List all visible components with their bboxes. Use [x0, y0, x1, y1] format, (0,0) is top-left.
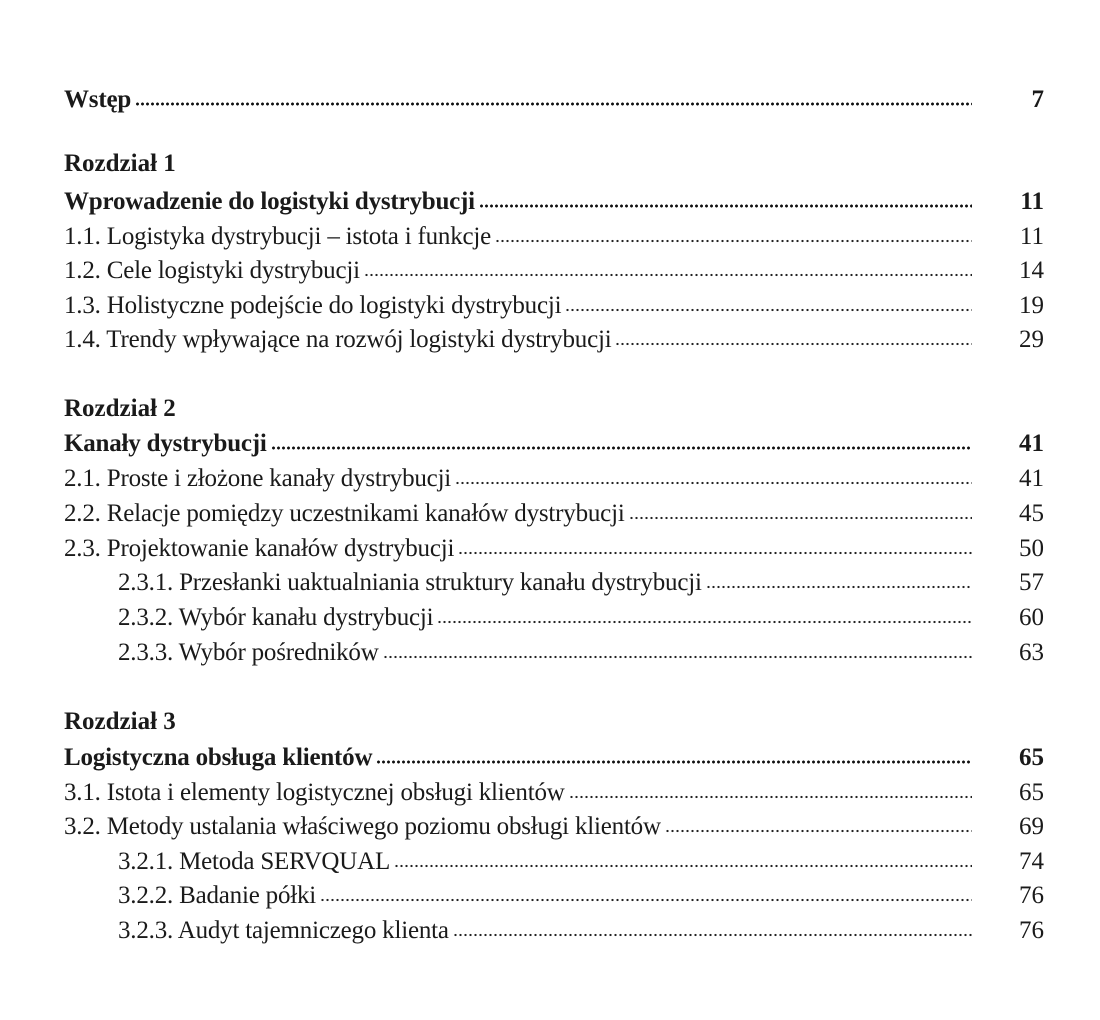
- toc-entry-page: 45: [1019, 500, 1044, 527]
- toc-entry-page: 63: [1019, 639, 1044, 666]
- dot-leader: [383, 655, 972, 659]
- toc-entry-title: 1.3. Holistyczne podejście do logistyki dystrybucji: [64, 292, 562, 319]
- toc-entry-section[interactable]: [64, 249, 1044, 283]
- toc-entry-title: 1.4. Trendy wpływające na rozwój logistyki dystrybucji: [64, 326, 612, 353]
- toc-entry-page: 69: [1019, 813, 1044, 840]
- toc-entry-title: 3.2.3. Audyt tajemniczego klienta: [118, 917, 449, 944]
- toc-entry-title: Wstęp: [64, 86, 132, 113]
- toc-entry-title: Wprowadzenie do logistyki dystrybucji: [64, 188, 475, 215]
- toc-entry-title: Logistyczna obsługa klientów: [64, 744, 373, 771]
- toc-entry-intro[interactable]: [64, 78, 1044, 112]
- toc-entry-title: Kanały dystrybucji: [64, 430, 267, 457]
- toc-entry-chapter[interactable]: [64, 180, 1044, 214]
- toc-entry-section[interactable]: [64, 215, 1044, 249]
- toc-entry-page: 11: [1020, 188, 1044, 215]
- toc-entry-section[interactable]: [64, 457, 1044, 491]
- toc-entry-page: 74: [1019, 848, 1044, 875]
- chapter-heading: Rozdział 1: [64, 150, 176, 177]
- dot-leader: [394, 864, 972, 868]
- dot-leader: [665, 829, 972, 833]
- toc-entry-title: 3.1. Istota i elementy logistycznej obsługi klientów: [64, 779, 565, 806]
- dot-leader: [453, 933, 972, 937]
- toc-entry-chapter[interactable]: [64, 422, 1044, 456]
- dot-leader: [376, 760, 972, 764]
- toc-entry-section[interactable]: [64, 805, 1044, 839]
- toc-entry-page: 11: [1019, 223, 1044, 250]
- toc-entry-page: 29: [1019, 326, 1044, 353]
- toc-entry-title: 3.2. Metody ustalania właściwego poziomu obsługi klientów: [64, 813, 661, 840]
- toc-entry-title: 2.1. Proste i złożone kanały dystrybucji: [64, 465, 452, 492]
- toc-entry-page: 65: [1019, 779, 1044, 806]
- dot-leader: [569, 795, 972, 799]
- toc-entry-section[interactable]: [64, 771, 1044, 805]
- toc-entry-title: 3.2.1. Metoda SERVQUAL: [118, 848, 391, 875]
- dot-leader: [320, 898, 972, 902]
- dot-leader: [479, 204, 972, 208]
- toc-entry-subsection[interactable]: [118, 631, 1044, 665]
- toc-entry-subsection[interactable]: [118, 596, 1044, 630]
- toc-entry-page: 41: [1019, 465, 1044, 492]
- toc-entry-section[interactable]: [64, 492, 1044, 526]
- dot-leader: [437, 620, 972, 624]
- toc-entry-subsection[interactable]: [118, 874, 1044, 908]
- toc-entry-page: 60: [1019, 604, 1044, 631]
- toc-entry-page: 76: [1019, 917, 1044, 944]
- dot-leader: [271, 446, 972, 450]
- toc-entry-subsection[interactable]: [118, 909, 1044, 943]
- toc-entry-title: 1.1. Logistyka dystrybucji – istota i funkcje: [64, 223, 492, 250]
- toc-entry-page: 57: [1019, 569, 1044, 596]
- toc-entry-section[interactable]: [64, 284, 1044, 318]
- toc-entry-subsection[interactable]: [118, 561, 1044, 595]
- dot-leader: [495, 239, 972, 243]
- toc-entry-page: 7: [1031, 86, 1044, 113]
- dot-leader: [455, 481, 972, 485]
- chapter-heading: Rozdział 3: [64, 708, 176, 735]
- toc-entry-title: 2.3.1. Przesłanki uaktualniania struktury kanału dystrybucji: [118, 569, 702, 596]
- toc-entry-page: 65: [1019, 744, 1044, 771]
- toc-entry-page: 19: [1019, 292, 1044, 319]
- toc-entry-subsection[interactable]: [118, 840, 1044, 874]
- toc-entry-title: 2.2. Relacje pomiędzy uczestnikami kanałów dystrybucji: [64, 500, 625, 527]
- dot-leader: [706, 585, 972, 589]
- dot-leader: [615, 342, 972, 346]
- dot-leader: [364, 273, 972, 277]
- toc-entry-section[interactable]: [64, 527, 1044, 561]
- toc-entry-page: 41: [1019, 430, 1044, 457]
- toc-entry-title: 1.2. Cele logistyki dystrybucji: [64, 257, 360, 284]
- toc-entry-title: 2.3.3. Wybór pośredników: [118, 639, 379, 666]
- toc-entry-page: 50: [1019, 535, 1044, 562]
- toc-entry-page: 76: [1019, 882, 1044, 909]
- toc-entry-title: 2.3.2. Wybór kanału dystrybucji: [118, 604, 434, 631]
- toc-entry-chapter[interactable]: [64, 736, 1044, 770]
- toc-entry-title: 3.2.2. Badanie półki: [118, 882, 317, 909]
- toc-entry-title: 2.3. Projektowanie kanałów dystrybucji: [64, 535, 455, 562]
- chapter-heading: Rozdział 2: [64, 395, 176, 422]
- toc-entry-page: 14: [1019, 257, 1044, 284]
- dot-leader: [565, 308, 972, 312]
- dot-leader: [135, 102, 972, 106]
- dot-leader: [458, 551, 972, 555]
- dot-leader: [629, 516, 972, 520]
- toc-entry-section[interactable]: [64, 318, 1044, 352]
